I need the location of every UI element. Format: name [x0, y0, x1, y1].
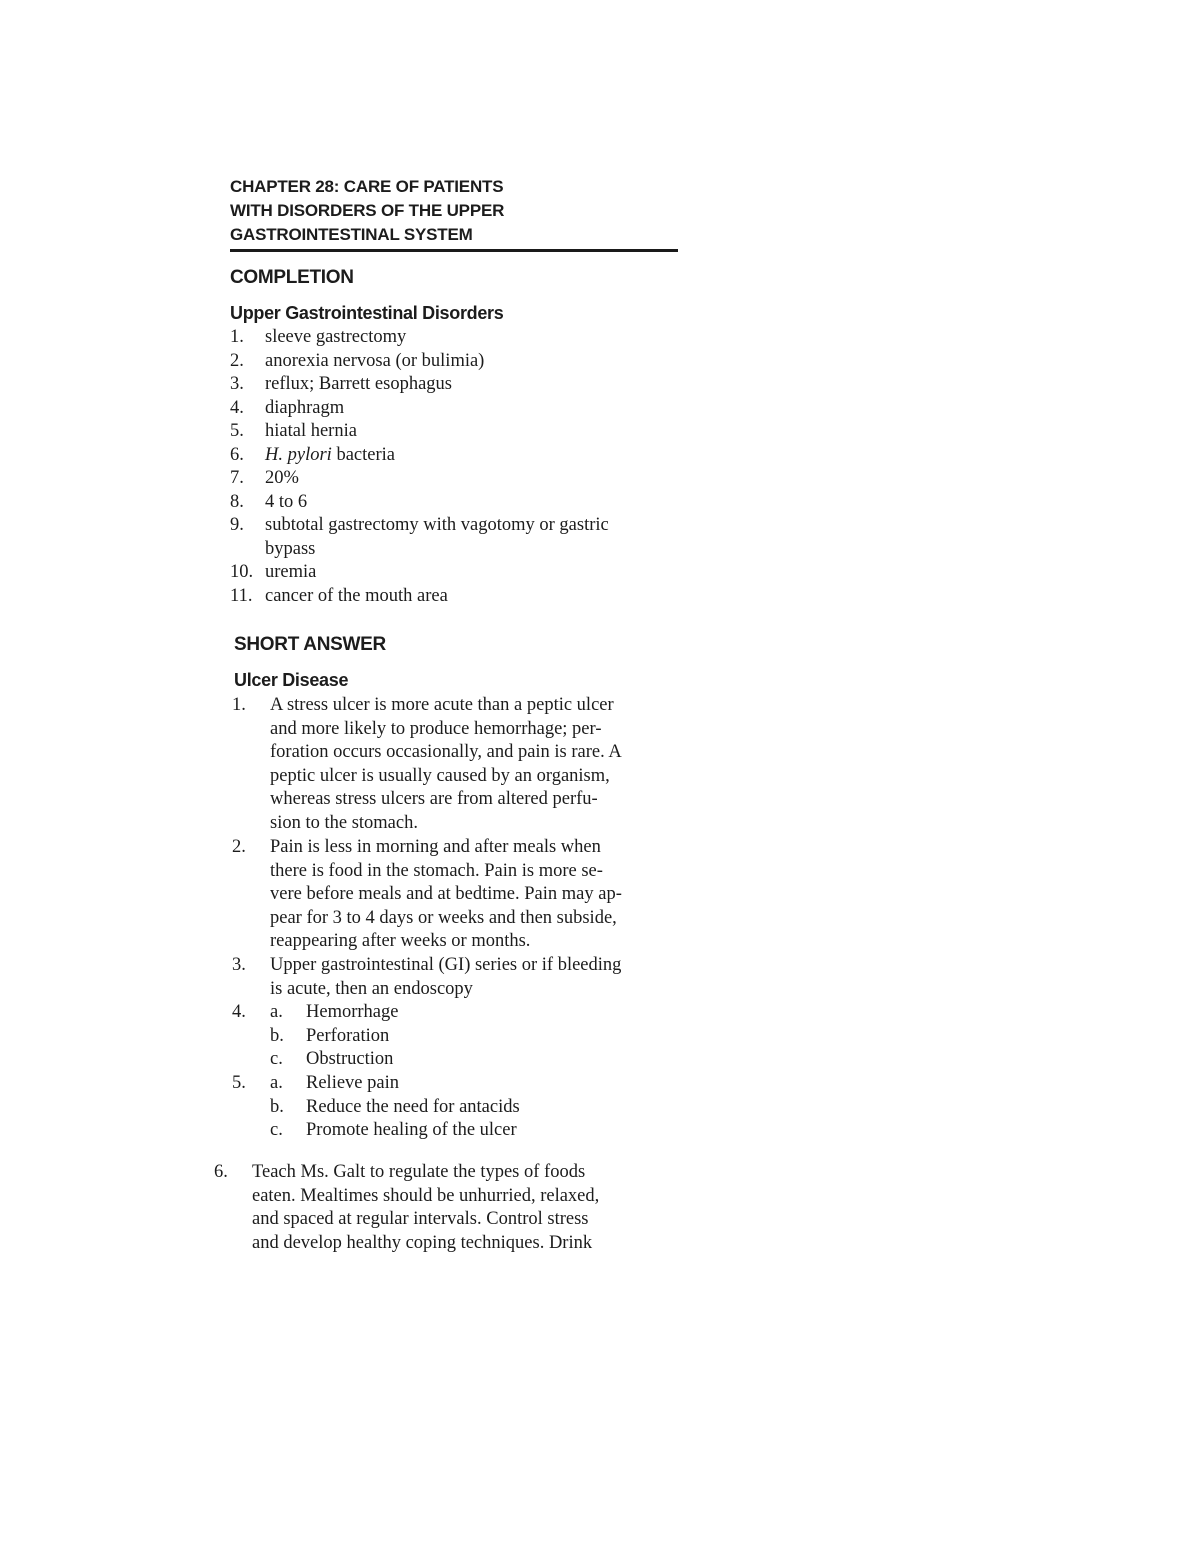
answer-line: there is food in the stomach. Pain is more se- [270, 860, 603, 881]
item-number: 3. [230, 374, 244, 394]
subitem-text: Promote healing of the ulcer [306, 1120, 517, 1140]
item-text: subtotal gastrectomy with vagotomy or gastric [265, 515, 609, 535]
subitem-letter: b. [270, 1096, 284, 1117]
chapter-title-line: WITH DISORDERS OF THE UPPER [230, 201, 505, 220]
answer-item [214, 1161, 694, 1257]
answer-line: peptic ulcer is usually caused by an organism, [270, 765, 610, 786]
answer-line: and more likely to produce hemorrhage; per- [270, 718, 602, 739]
answer-text [270, 694, 622, 836]
subitem-letter: c. [270, 1120, 283, 1140]
answer-line: Teach Ms. Galt to regulate the types of foods [252, 1162, 586, 1182]
answer-item [232, 1072, 692, 1143]
answer-line: whereas stress ulcers are from altered perfu- [270, 789, 598, 810]
item-text-italic: H. pylori [265, 444, 332, 465]
item-number: 1. [232, 695, 246, 715]
chapter-title-line: GASTROINTESTINAL SYSTEM [230, 225, 473, 244]
item-text: anorexia nervosa (or bulimia) [265, 350, 485, 371]
item-text: diaphragm [265, 397, 345, 418]
answer-text [270, 954, 621, 1001]
item-number: 8. [230, 491, 244, 512]
item-number: 1. [230, 327, 244, 347]
answer-text [252, 1161, 599, 1255]
item-number: 5. [230, 421, 244, 441]
subitem-letter: a. [270, 1073, 283, 1093]
subitem-letter: c. [270, 1049, 283, 1069]
subitem-text: Relieve pain [306, 1073, 399, 1093]
item-number: 10. [230, 562, 254, 582]
answer-line: vere before meals and at bedtime. Pain may ap- [270, 884, 622, 905]
answer-line: and spaced at regular intervals. Control stress [252, 1209, 589, 1230]
item-text: uremia [265, 562, 317, 582]
item-number: 4. [232, 1002, 246, 1022]
title-divider [230, 249, 678, 252]
completion-heading: COMPLETION [230, 267, 354, 288]
item-text: reflux; Barrett esophagus [265, 374, 452, 394]
item-number: 2. [230, 350, 244, 371]
answer-line: eaten. Mealtimes should be unhurried, relaxed, [252, 1185, 600, 1206]
item-number: 6. [230, 444, 244, 465]
answer-line: sion to the stomach. [270, 812, 418, 833]
answer-item [232, 836, 692, 954]
item-text: bypass [265, 538, 316, 559]
short-answer-heading: SHORT ANSWER [234, 634, 386, 655]
chapter-title-line: CHAPTER 28: CARE OF PATIENTS [230, 177, 504, 196]
item-text: cancer of the mouth area [265, 585, 448, 606]
subitem-letter: b. [270, 1025, 284, 1046]
answer-item [232, 954, 692, 1002]
item-number: 6. [214, 1162, 228, 1182]
subitem-letter: a. [270, 1002, 283, 1022]
answer-item [232, 694, 692, 836]
answer-line: reappearing after weeks or months. [270, 931, 531, 952]
item-number: 7. [230, 468, 244, 488]
item-number: 9. [230, 515, 244, 535]
chapter-title [230, 175, 680, 247]
completion-subheading: Upper Gastrointestinal Disorders [230, 303, 504, 323]
subitem-text: Obstruction [306, 1049, 394, 1069]
item-number: 5. [232, 1073, 246, 1093]
item-text-rest: bacteria [331, 444, 395, 465]
answer-line: pear for 3 to 4 days or weeks and then subside, [270, 907, 617, 928]
item-number: 4. [230, 397, 244, 418]
answer-line: and develop healthy coping techniques. Drink [252, 1232, 593, 1253]
answer-line: Upper gastrointestinal (GI) series or if bleeding [270, 955, 622, 975]
item-number: 3. [232, 955, 246, 975]
answer-line: Pain is less in morning and after meals when [270, 837, 601, 857]
item-number: 2. [232, 837, 246, 857]
item-text: hiatal hernia [265, 421, 357, 441]
answer-text [270, 836, 622, 954]
subitem-text: Reduce the need for antacids [306, 1096, 520, 1117]
subitem-text: Perforation [306, 1025, 390, 1046]
item-text: sleeve gastrectomy [265, 327, 407, 347]
item-text: 20% [265, 468, 299, 488]
completion-list [230, 326, 690, 616]
answer-line: is acute, then an endoscopy [270, 978, 473, 999]
short-answer-subheading: Ulcer Disease [234, 670, 349, 690]
answer-item [232, 1001, 692, 1072]
item-text [265, 444, 395, 468]
answer-line: A stress ulcer is more acute than a peptic ulcer [270, 695, 614, 715]
item-text: 4 to 6 [265, 491, 308, 512]
subitem-text: Hemorrhage [306, 1002, 399, 1022]
answer-line: foration occurs occasionally, and pain is rare. A [270, 742, 622, 763]
item-number: 11. [230, 585, 253, 606]
